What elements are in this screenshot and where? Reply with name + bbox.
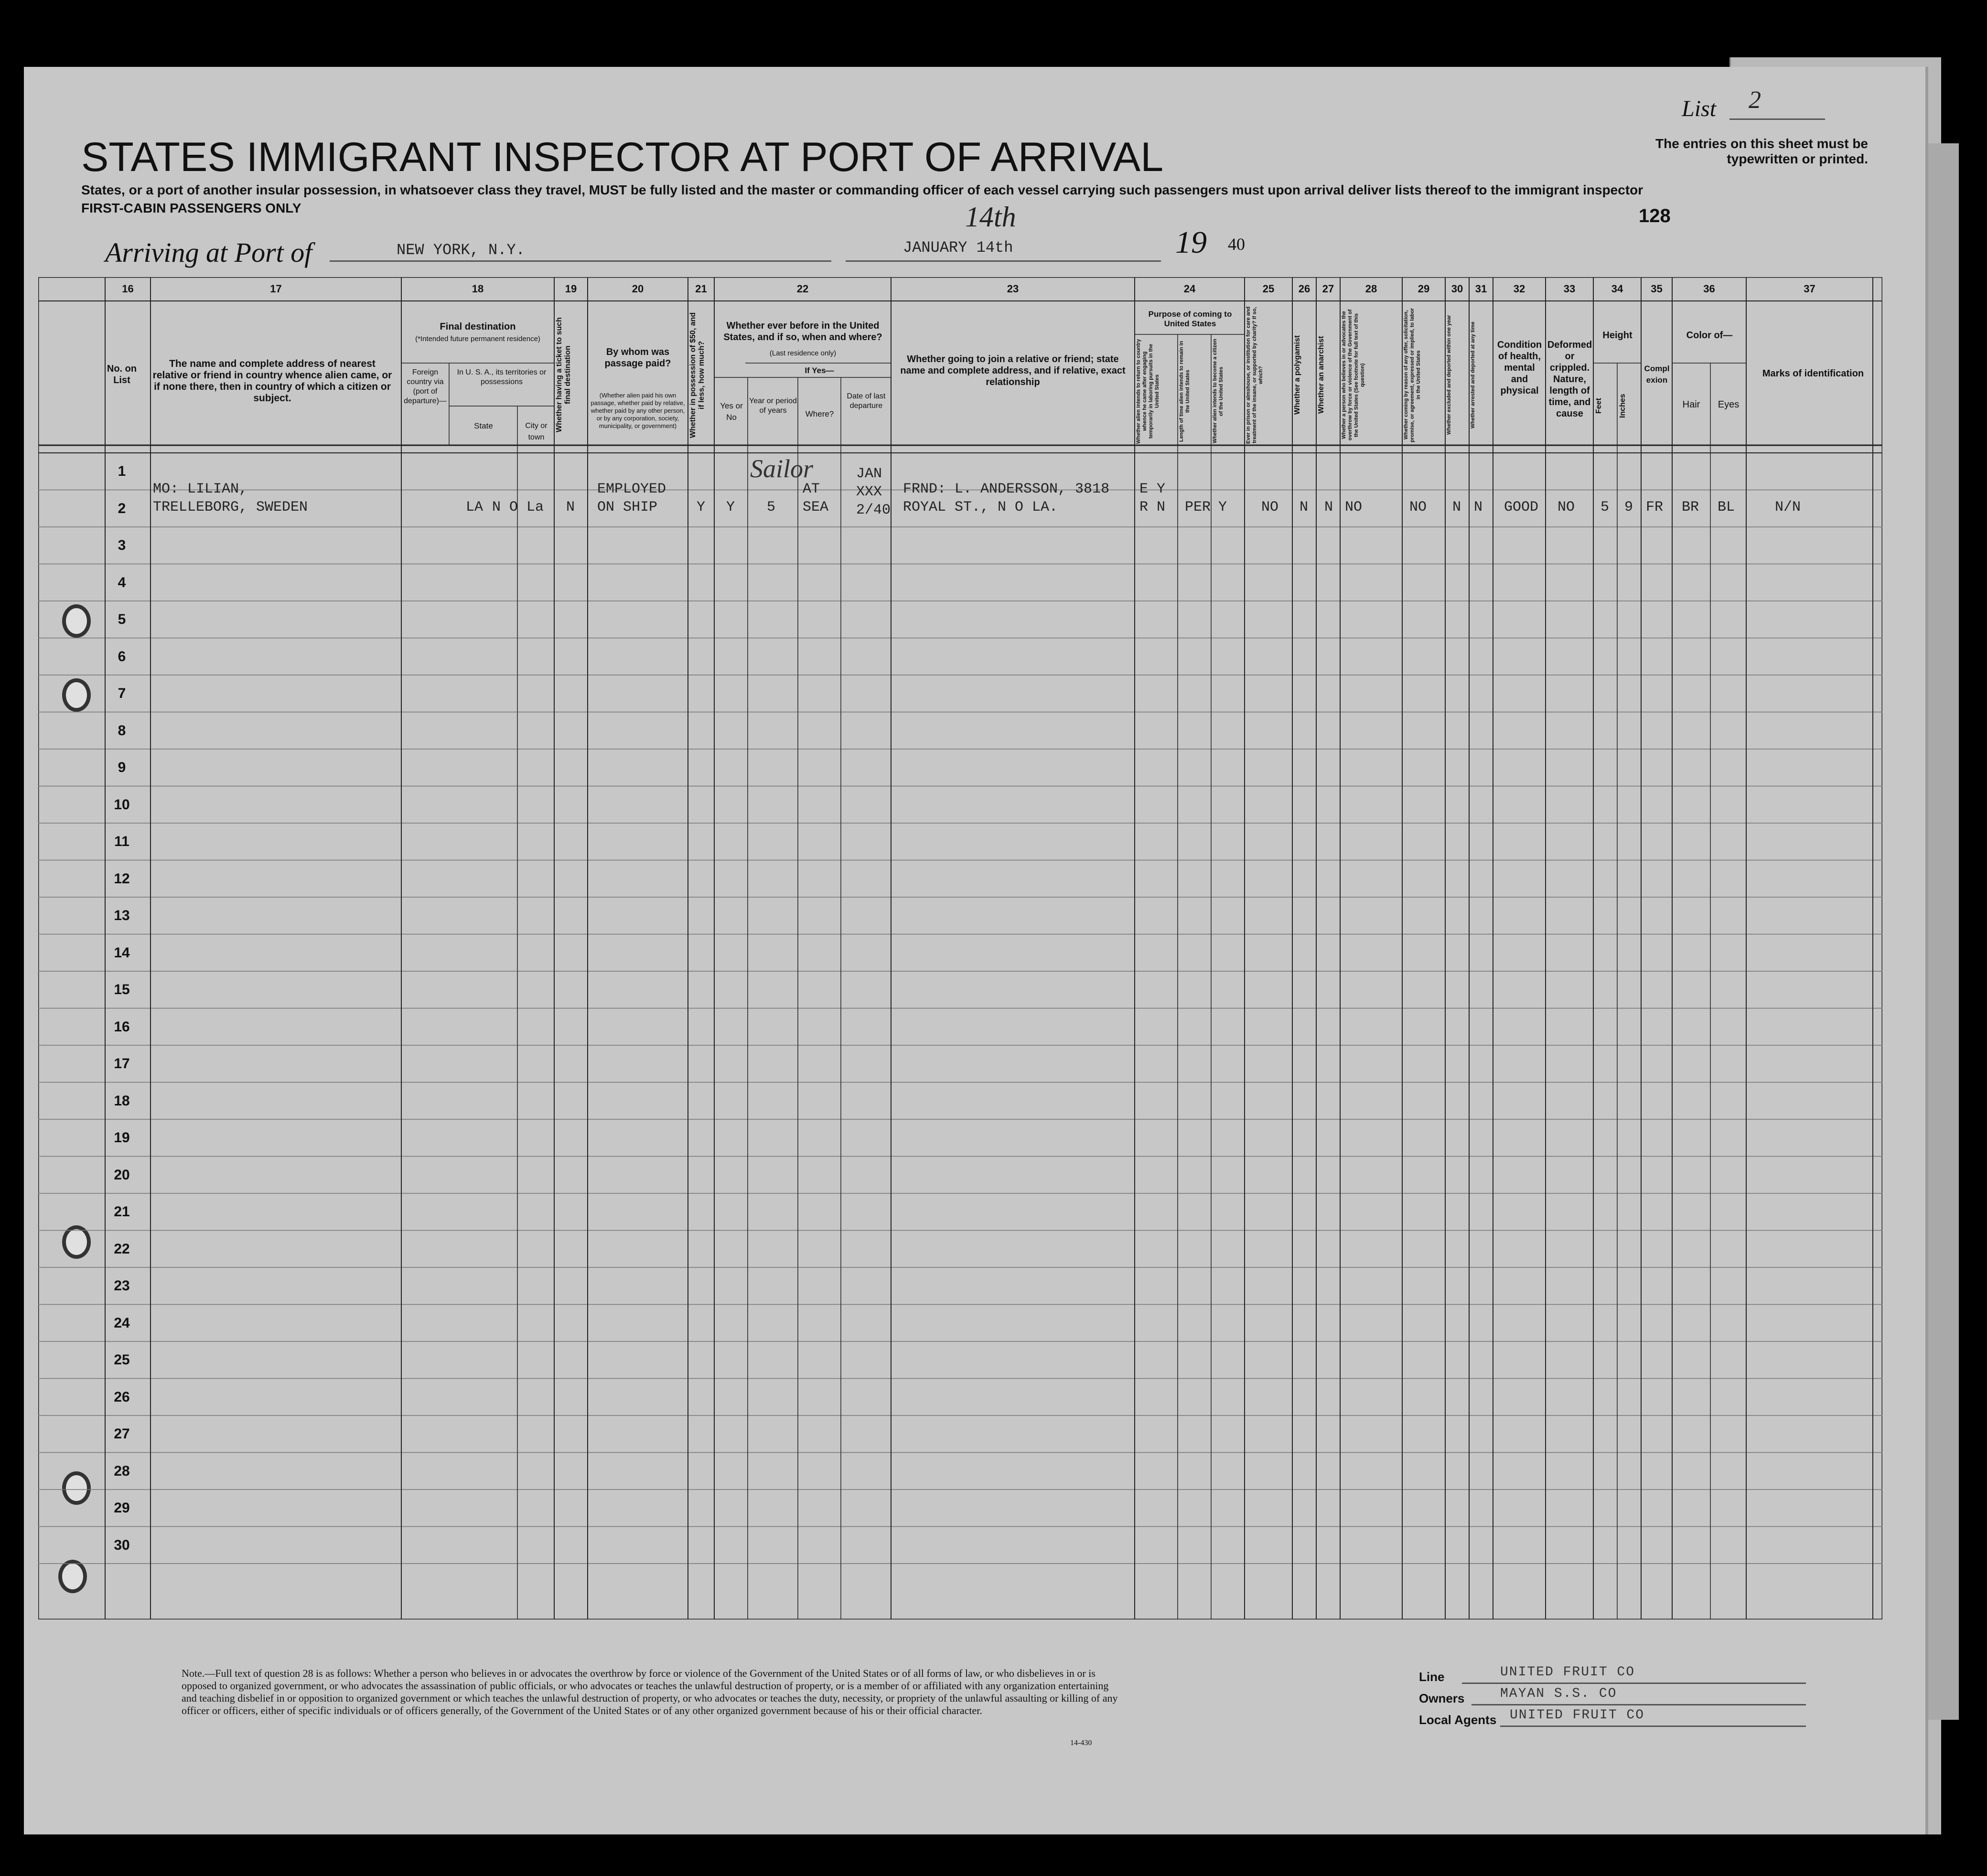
row-number: 22 [114,1241,130,1257]
column-number: 27 [1322,283,1334,295]
entry-eyes: BL [1718,499,1735,515]
row-number: 23 [114,1278,130,1294]
entry-join: FRND: L. ANDERSSON, 3818 ROYAL ST., N O LA. [903,481,1110,515]
entry-ticket: N [566,499,575,515]
local-agents-label: Local Agents [1419,1713,1497,1727]
column-number: 21 [695,283,707,295]
col-22-year: Year or period of years [749,397,797,415]
col-22-where: Where? [805,409,834,418]
row-number: 10 [114,796,130,813]
col-27-header: Whether an anarchist [1317,336,1325,414]
row-number: 8 [118,722,126,739]
entry-labor: NO [1409,499,1427,515]
row-number: 26 [114,1389,130,1405]
row-number: 16 [114,1018,130,1035]
column-number: 32 [1513,283,1525,295]
page-title: STATES IMMIGRANT INSPECTOR AT PORT OF ARRIVAL [81,134,1164,180]
arrival-date-handwritten: 14th [965,201,1016,233]
row-number: 4 [118,574,126,590]
col-32-header: Condition of health, mental and physical [1497,340,1542,396]
column-number: 19 [565,283,577,295]
col-36-eyes: Eyes [1718,399,1740,410]
column-number: 16 [122,283,134,295]
entry-where: AT SEA [803,481,829,515]
col-18-state: State [474,421,493,430]
col-17-header: The name and complete address of nearest relative or friend in country whence alien came, or if none there, then in country of which a citizen or subject. [152,358,392,404]
line-label: Line [1419,1670,1445,1684]
entry-city: N O La [492,499,544,515]
col-20-header: By whom was passage paid? [604,347,671,369]
col-18-note: (*Intended future permanent residence) [415,335,540,343]
entry-feet: 5 [1600,499,1610,515]
col-28-header: Whether a person who believes in or advocates the overthrow by force or violence of the Government of the United States (See footnote for full text of this question) [1341,309,1365,441]
row-number: 30 [114,1537,130,1553]
col-18-city: City or town [525,422,548,441]
list-number: 2 [1749,86,1761,114]
column-number: 37 [1804,283,1815,295]
row-number: 25 [114,1352,130,1368]
column-number: 29 [1418,283,1430,295]
col-31-header: Whether arrested and deported at any time [1470,322,1476,429]
col-22-ifyes: If Yes— [805,366,834,375]
col-36-header: Color of— [1686,330,1733,341]
row-number: 7 [118,686,126,701]
entry-years-handwritten: Sailor [750,454,814,483]
col-22-yesno: Yes or No [720,401,743,422]
col-21-header: Whether in possession of $50, and if less, how much? [689,312,706,438]
table-grid [38,277,1882,1619]
passenger-class: FIRST-CABIN PASSENGERS ONLY [81,201,301,215]
col-29-header: Whether coming by reason of any offer, solicitation, promise, or agreement, expressed or implied, to labor in the United States [1403,308,1421,442]
row-number: 9 [118,760,126,775]
entry-relative-address: MO: LILIAN, TRELLEBORG, SWEDEN [153,481,308,515]
entry-money: Y [697,499,706,515]
column-number: 36 [1703,283,1715,295]
col-33-header: Deformed or crippled. Nature, length of time, and cause [1547,340,1592,419]
row-number: 3 [118,537,126,553]
entry-purpose-b: PER [1185,499,1211,515]
col-34-feet: Feet [1595,398,1603,414]
entry-paid-by: EMPLOYED ON SHIP [597,481,666,515]
entry-years: 5 [767,499,776,515]
col-34-header: Height [1602,330,1633,341]
col-20-note: (Whether alien paid his own passage, whether paid by relative, whether paid by any other person, or by any corporation, society, municipality, or government) [591,392,685,429]
col-36-hair: Hair [1682,399,1700,410]
entry-before-yes: Y [726,499,735,515]
entry-purpose-c: Y [1218,499,1227,515]
arriving-label: Arriving at Port of [105,237,312,268]
col-22-note: (Last residence only) [769,349,837,357]
manifest-table [38,277,1882,1619]
row-number: 2 [118,500,126,516]
column-number: 35 [1651,283,1663,295]
row-number: 19 [114,1130,130,1146]
col-18-header: Final destination [440,322,516,332]
row-number: 1 [118,463,126,479]
owners-value: MAYAN S.S. CO [1500,1686,1617,1701]
entry-departure: JAN XXX 2/40 [856,466,891,518]
year-prefix: 19 [1175,225,1207,260]
column-number: 24 [1183,283,1196,295]
col-23-header: Whether going to join a relative or friend; state name and complete address, and if relative, exact relationship [900,354,1126,387]
col-30-header: Whether excluded and deported within one year [1446,315,1452,435]
col-22-header: Whether ever before in the United States, and if so, when and where? [723,321,882,343]
row-number: 29 [114,1500,130,1516]
col-16-header: No. on List [107,364,137,386]
column-number: 26 [1298,283,1310,295]
entry-marks: N/N [1775,499,1801,515]
form-code: 14-430 [1070,1739,1092,1747]
owners-label: Owners [1419,1691,1465,1705]
entry-overthrow: NO [1345,499,1363,515]
entry-excluded: N [1452,499,1461,515]
col-24-c: Whether alien intends to become a citizen of the United States [1212,339,1224,444]
row-number: 6 [118,648,126,665]
row-number: 15 [114,982,130,997]
entry-complexion: FR [1646,499,1664,515]
column-number: 22 [796,283,809,295]
column-number: 25 [1262,283,1275,295]
col-35-header: Complexion [1644,364,1670,385]
row-number: 20 [114,1167,130,1183]
row-number: 5 [118,611,126,627]
entry-inches: 9 [1624,499,1633,515]
row-number: 18 [114,1093,130,1109]
local-agents-value: UNITED FRUIT CO [1510,1708,1645,1723]
arrival-date: JANUARY 14th [903,239,1013,257]
year-suffix: 40 [1228,235,1245,254]
col-18-usa: In U. S. A., its territories or possessions [457,368,547,386]
column-number: 18 [472,283,484,295]
row-number: 27 [114,1426,130,1442]
port-value: NEW YORK, N.Y. [397,241,525,259]
entry-health: GOOD [1504,499,1539,515]
entry-state: LA [466,499,483,515]
col-24-header: Purpose of coming to United States [1148,310,1232,328]
col-18-foreign: Foreign country via (port of departure)— [404,368,447,405]
instructions-text: States, or a port of another insular possession, in whatsoever class they travel, MUST be fully listed and the master or commanding officer of each vessel carrying such passengers must upon arrival deliver lists thereof to the immigrant inspector [81,182,1643,197]
entry-purpose-a: E Y R N [1139,481,1166,515]
list-label: List [1682,96,1717,121]
column-number: 34 [1611,283,1623,295]
entry-anarchist: N [1324,499,1333,515]
row-number: 12 [114,870,130,887]
row-number: 11 [114,834,129,849]
column-number: 17 [270,283,282,295]
entry-hair: BR [1682,499,1699,515]
line-value: UNITED FRUIT CO [1500,1665,1635,1680]
column-number: 23 [1007,283,1019,295]
row-number: 17 [114,1056,130,1072]
col-22-date: Date of last departure [847,392,886,410]
row-number: 24 [114,1315,130,1331]
background-page-edge-2 [1925,143,1959,1720]
col-24-b: Length of time alien intends to remain in the United States [1179,341,1191,442]
col-19-header: Whether having a ticket to such final destination [555,317,572,433]
column-number: 28 [1365,283,1377,295]
row-number: 28 [114,1463,130,1479]
row-number: 21 [114,1204,130,1220]
footnote-question-28: Note.—Full text of question 28 is as follows: Whether a person who believes in or advocates the overthrow by force or violence of the Government of the United States or of all forms of law, or who disbelieves in or is opposed to organized government, or who advocates the assassination of public officials, or who advocates or teaches the unlawful destruction of property, or is a member of or affiliated with any organization entertaining and teaching disbelief in or opposition to organized government or which teaches the unlawful destruction of property, or who advocates or teaches the duty, necessity, or propriety of the unlawful assaulting or killing of any officer or officers, either of specific individuals or of officers generally, of the Government of the United States or of any other organized government because of his or their official character. [182,1667,1118,1716]
column-number: 20 [632,283,644,295]
typewritten-note: The entries on this sheet must be typewritten or printed. [1655,136,1868,166]
column-number: 33 [1563,283,1576,295]
row-number: 14 [114,944,130,961]
col-25-header: Ever in prison or almshouse, or institution for care and treatment of the insane, or supported by charity? If so, which? [1246,306,1264,444]
column-number: 31 [1475,283,1487,295]
row-number: 13 [114,908,130,923]
entry-arrested: N [1474,499,1483,515]
col-34-inches: Inches [1619,394,1627,418]
entry-deformed: NO [1557,499,1575,515]
entry-polygamist: N [1300,499,1309,515]
column-number: 30 [1451,283,1463,295]
sheet-number: 128 [1639,205,1671,226]
col-37-header: Marks of identification [1762,368,1864,379]
col-26-header: Whether a polygamist [1293,335,1301,415]
entry-prison: NO [1261,499,1279,515]
col-24-a: Whether alien intends to return to country whence he came after engaging temporarily in laboring pursuits in the United States [1136,339,1160,444]
